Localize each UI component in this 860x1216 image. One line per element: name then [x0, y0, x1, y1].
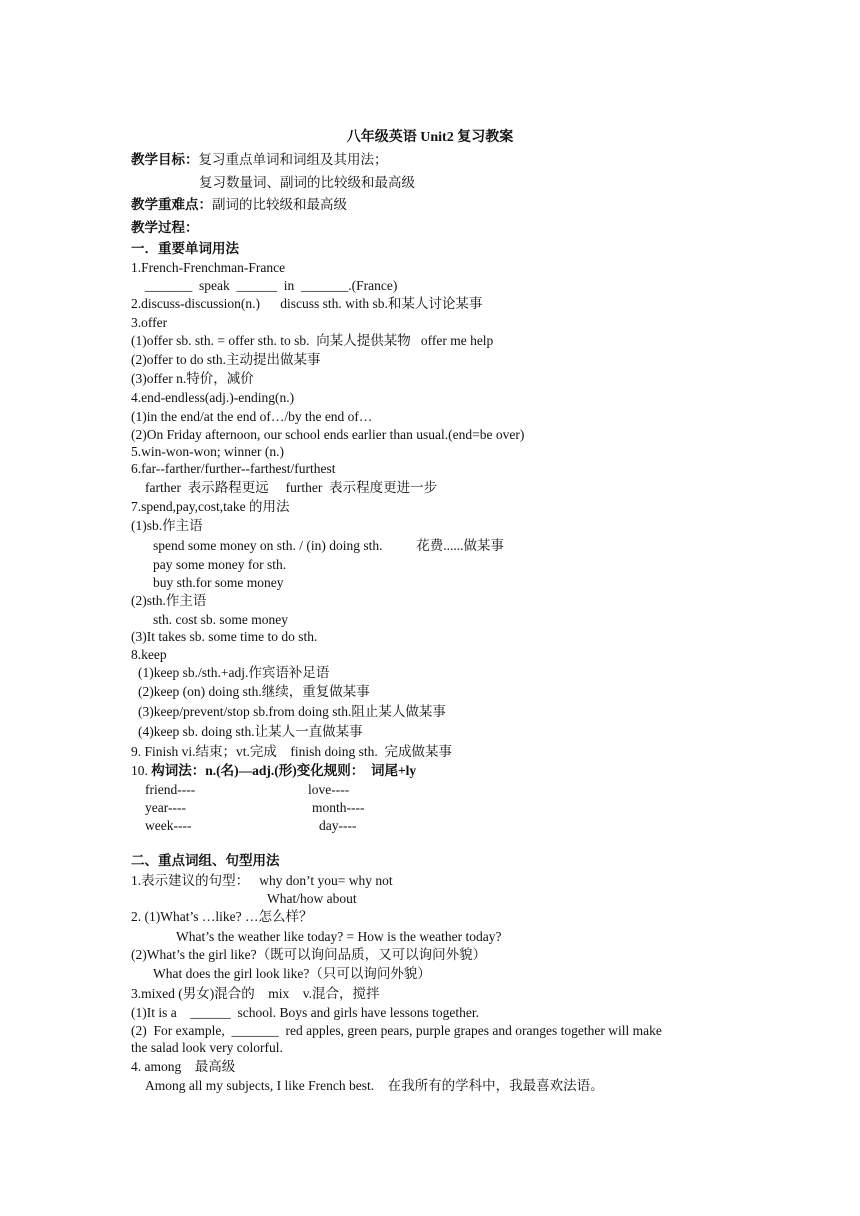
- line: (3)keep/prevent/stop sb.from doing sth.阻止某人做某事: [138, 704, 446, 719]
- line: What does the girl look like?（只可以询问外貌）: [153, 966, 431, 981]
- line: (1)It is a ______ school. Boys and girls have lessons together.: [131, 1005, 479, 1020]
- line-10-text: 构词法：n.(名)—adj.(形)变化规则： 词尾+ly: [151, 763, 417, 778]
- line: 4.end-endless(adj.)-ending(n.): [131, 390, 295, 405]
- line: buy sth.for some money: [153, 575, 284, 590]
- line: the salad look very colorful.: [131, 1040, 283, 1055]
- line: (1)keep sb./sth.+adj.作宾语补足语: [138, 665, 330, 680]
- line: (2)keep (on) doing sth.继续，重复做某事: [138, 684, 370, 699]
- word-month: month----: [312, 800, 365, 815]
- line: pay some money for sth.: [153, 557, 287, 572]
- line: (4)keep sb. doing sth.让某人一直做某事: [138, 724, 363, 739]
- line: 7.spend,pay,cost,take 的用法: [131, 499, 290, 514]
- line: farther 表示路程更远 further 表示程度更进一步: [145, 480, 438, 495]
- line: What’s the weather like today? = How is the weather today?: [176, 929, 502, 944]
- word-year: year----: [145, 800, 186, 815]
- line: (3)It takes sb. some time to do sth.: [131, 629, 318, 644]
- line: 6.far--farther/further--farthest/furthest: [131, 461, 336, 476]
- key-text: 副词的比较级和最高级: [212, 197, 347, 212]
- line-10-number: 10.: [131, 763, 148, 778]
- line: 9. Finish vi.结束；vt.完成 finish doing sth. 完成做某事: [131, 744, 453, 759]
- line: (2)sth.作主语: [131, 593, 207, 608]
- line: (1)offer sb. sth. = offer sth. to sb. 向某人提供某物 offer me help: [131, 333, 494, 348]
- line: (2)On Friday afternoon, our school ends earlier than usual.(end=be over): [131, 427, 525, 442]
- line: (2)offer to do sth.主动提出做某事: [131, 352, 321, 367]
- line: 8.keep: [131, 647, 167, 662]
- line: 3.offer: [131, 315, 168, 330]
- line: (2) For example, _______ red apples, green pears, purple grapes and oranges together will make: [131, 1023, 662, 1038]
- word-week: week----: [145, 818, 192, 833]
- line-10: [131, 762, 416, 780]
- line: 5.win-won-won; winner (n.): [131, 444, 284, 459]
- line: (3)offer n.特价，减价: [131, 371, 254, 386]
- line: (2)What’s the girl like?（既可以询问品质，又可以询问外貌）: [131, 947, 487, 962]
- word-friend: friend----: [145, 782, 196, 797]
- line: 2.discuss-discussion(n.) discuss sth. with sb.和某人讨论某事: [131, 296, 483, 311]
- line: sth. cost sb. some money: [153, 612, 288, 627]
- line: 1.表示建议的句型： why don’t you= why not: [131, 873, 393, 888]
- goal-text-2: 复习数量词、副词的比较级和最高级: [199, 175, 415, 190]
- section-1-title: 一．重要单词用法: [131, 241, 239, 256]
- line: 4. among 最高级: [131, 1059, 236, 1074]
- goal-label: 教学目标：: [131, 152, 199, 167]
- line: (1)sb.作主语: [131, 518, 203, 533]
- key-points: [131, 196, 347, 214]
- teaching-goal: [131, 151, 388, 169]
- goal-text-1: 复习重点单词和词组及其用法；: [198, 152, 388, 167]
- line: _______ speak ______ in _______.(France): [145, 278, 398, 293]
- line: (1)in the end/at the end of…/by the end of…: [131, 409, 373, 424]
- key-label: 教学重难点：: [131, 197, 212, 212]
- word-love: love----: [308, 782, 350, 797]
- section-2-title: 二、重点词组、句型用法: [131, 853, 280, 868]
- doc-title: 八年级英语 Unit2 复习教案: [346, 130, 514, 145]
- line: 2. (1)What’s …like? …怎么样？: [131, 909, 313, 924]
- word-day: day----: [319, 818, 357, 833]
- process-label: 教学过程：: [131, 220, 199, 235]
- line: 1.French-Frenchman-France: [131, 260, 286, 275]
- line: spend some money on sth. / (in) doing sth. 花费......做某事: [153, 538, 504, 553]
- line: Among all my subjects, I like French best. 在我所有的学科中，我最喜欢法语。: [145, 1078, 604, 1093]
- line: 3.mixed (男女)混合的 mix v.混合，搅拌: [131, 986, 380, 1001]
- line: What/how about: [267, 891, 357, 906]
